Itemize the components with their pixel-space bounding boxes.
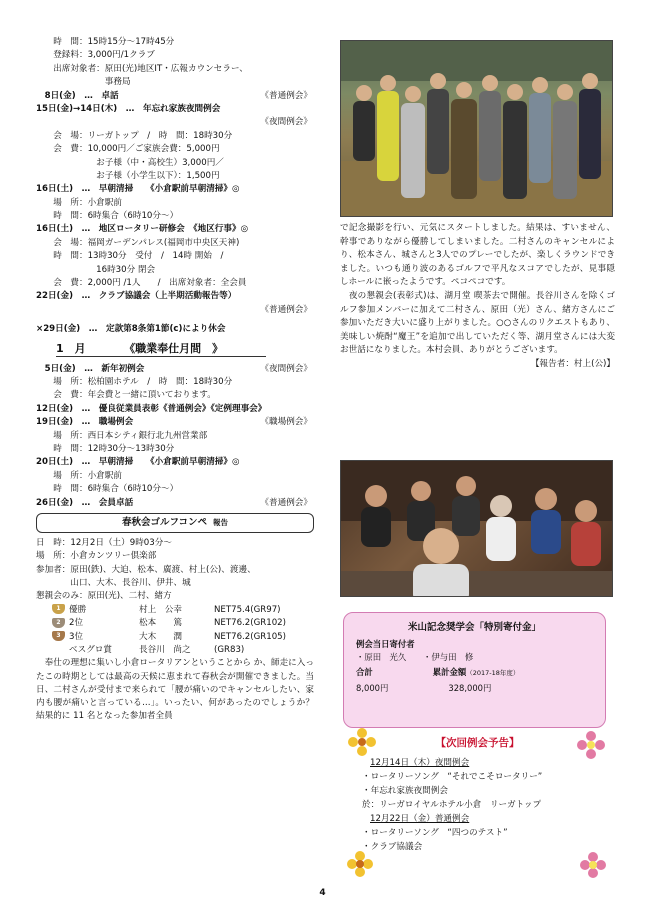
schedule-meeting-type: 《普通例会》	[258, 304, 312, 317]
golf-result-row	[36, 617, 314, 630]
schedule-text: 場 所：小倉駅前	[36, 470, 122, 481]
golf-result-name: 松本 篤	[139, 618, 182, 629]
next-meeting-item: 12月22日（金）普通例会	[370, 814, 470, 824]
schedule-line	[36, 416, 314, 429]
schedule-line	[36, 443, 314, 456]
schedule-text: 16日(土) … 早朝清掃 《小倉駅前早朝清掃》◎	[36, 184, 240, 195]
golf-result-name: 長谷川 尚之	[139, 645, 191, 656]
golf-result-place: ベスグロ賞	[69, 645, 112, 656]
golf-result-score: (GR83)	[214, 645, 245, 656]
schedule-line	[36, 197, 314, 210]
banquet-photo	[340, 460, 613, 597]
schedule-text: 時 間：15時15分～17時45分	[36, 37, 175, 47]
schedule-text: 会 費：2,000円 /1人 / 出席対象者：全会員	[36, 278, 247, 289]
cumulative-label-group	[433, 666, 520, 680]
golf-title: 春秋会ゴルフコンペ	[121, 516, 208, 528]
schedule-text: 5日(金) … 新年初例会	[36, 363, 145, 374]
january-schedule	[36, 363, 314, 510]
schedule-line	[36, 210, 314, 223]
golf-group-photo	[340, 40, 613, 217]
schedule-line	[36, 376, 314, 389]
schedule-line	[36, 304, 314, 317]
schedule-text: 会 費：10,000円／ご家族会費：5,000円	[36, 144, 220, 155]
golf-result-name: 大木 潤	[139, 631, 182, 642]
schedule-line	[36, 264, 314, 277]
schedule-text: 時 間：6時集合（6時10分～）	[36, 211, 179, 222]
schedule-line	[36, 497, 314, 510]
schedule-line	[36, 170, 314, 183]
next-meeting-item: ・ロータリーソング “それでこそロータリー”	[362, 772, 543, 782]
next-meeting-item: ・クラブ協議会	[362, 842, 423, 852]
golf-info-line: 懇親会のみ：原田(光)、二村、緒方	[36, 591, 172, 602]
next-meeting-heading: 【次回例会予告】	[435, 737, 520, 749]
golf-result-row	[36, 631, 314, 644]
cumulative-label: 累計金額	[432, 667, 467, 677]
next-meeting-item: ・年忘れ家族夜間例会	[362, 786, 448, 796]
schedule-line	[36, 483, 314, 496]
golf-result-row	[36, 644, 314, 657]
next-meeting-notice	[340, 736, 615, 854]
golf-result-name: 村上 公幸	[139, 604, 182, 615]
schedule-text: 15日(金)→14日(木) … 年忘れ家族夜間例会	[36, 103, 221, 114]
golf-results	[36, 604, 314, 658]
schedule-line	[36, 250, 314, 263]
golf-result-row	[36, 604, 314, 617]
schedule-text: 19日(金) … 職場例会	[36, 417, 134, 428]
medal-icon: 3	[52, 631, 65, 641]
schedule-text: 20日(土) … 早朝清掃 《小倉駅前早朝清掃》◎	[36, 457, 240, 468]
golf-result-score: NET76.2(GR102)	[214, 618, 286, 629]
golf-result-score: NET76.2(GR105)	[214, 631, 286, 642]
banquet-photo-image	[341, 461, 613, 597]
golf-result-place: 優勝	[69, 604, 87, 615]
schedule-line	[36, 103, 314, 116]
golf-result-place: 2位	[69, 618, 84, 629]
cumulative-amount: 328,000円	[448, 683, 492, 693]
schedule-line	[36, 389, 314, 402]
schedule-line	[36, 143, 314, 156]
schedule-text: 16日(土) … 地区ロータリー研修会 《地区行事》◎	[36, 224, 249, 235]
scholarship-amounts	[356, 682, 593, 695]
schedule-text: 26日(金) … 会員卓話	[36, 497, 134, 508]
golf-result-score: NET75.4(GR97)	[214, 604, 281, 615]
schedule-text: 会 費：年会費と一緒に頂いております。	[36, 390, 216, 401]
scholarship-title: 米山記念奨学会「特別寄付金」	[407, 622, 541, 633]
schedule-text: 22日(金) … クラブ協議会（上半期活動報告等）	[36, 291, 237, 302]
scholarship-subtitle: 例会当日寄付者	[356, 639, 415, 649]
golf-info	[36, 537, 314, 604]
next-meeting-item: 於：リーガロイヤルホテル小倉 リーガトップ	[362, 800, 542, 810]
schedule-line	[36, 76, 314, 89]
schedule-line	[36, 323, 314, 336]
golf-report-body-left: 奉仕の理想に集いし小倉ロータリアンということから か、師走に入ったこの時期としては最高の天候に恵まれて春秋会が開催できました。当日、二村さんが受付まで来られて「腰が痛いのでキャンセルしたい、家内も腰が痛いと言っている…」。いったい、何があったのでしょうか？ 結果的に 11 名となった参加者全員	[36, 658, 323, 722]
golf-group-photo-image	[341, 41, 613, 217]
schedule-meeting-type: 《夜間例会》	[258, 116, 312, 129]
schedule-line	[36, 456, 314, 469]
flower-icon-bottom-right	[578, 850, 608, 880]
golf-report-title	[36, 513, 314, 533]
schedule-meeting-type: 《普通例会》	[258, 90, 312, 103]
schedule-text: 会 場：福岡ガーデンパレス(福岡市中央区天神)	[36, 237, 240, 248]
next-meeting-item: ・ロータリーソング “四つのテスト”	[362, 828, 508, 838]
golf-report-body-right-2: 夜の懇親会(表彰式)は、湖月堂 喫茶去で開催。長谷川さんを除くゴルフ参加メンバーに加えて二村さん、原田（光）さん、緒方さんにご参加いただき大いに盛り上がりました。○○さんのリクエストもあり、美味しい焼酎“魔王”を追加で出していただく等、湖月堂さんには大変お世話になりました。本村会員、ありがとうございます。	[340, 290, 615, 356]
schedule-line	[36, 36, 314, 49]
page-number: 4	[319, 888, 326, 898]
schedule-meeting-type: 《職場例会》	[258, 416, 312, 429]
golf-info-line: 日 時：12月2日（土）9時03分～	[36, 537, 172, 548]
scholarship-donors: ・原田 光久 ・伊与田 修	[356, 652, 474, 662]
schedule-meeting-type: 《夜間例会》	[258, 363, 312, 376]
schedule-line	[36, 183, 314, 196]
next-meeting-list	[340, 756, 615, 854]
golf-title-suffix: 報告	[213, 517, 229, 527]
schedule-line	[36, 116, 314, 129]
golf-result-place: 3位	[69, 631, 84, 642]
schedule-text: 登録料：3,000円/1クラブ	[36, 50, 155, 61]
schedule-line	[36, 130, 314, 143]
schedule-text: 時 間：12時30分～13時30分	[36, 443, 175, 454]
schedule-line	[36, 223, 314, 236]
schedule-text: お子様（中・高校生）3,000円／	[36, 157, 224, 168]
schedule-line	[36, 290, 314, 303]
golf-info-line: 参加者：原田(鉄)、大迫、松本、廣渡、村上(公)、渡邊、	[36, 564, 256, 575]
schedule-text: 場 所：松柏園ホテル / 時 間：18時30分	[36, 376, 233, 387]
schedule-line	[36, 277, 314, 290]
schedule-text: 時 間：6時集合（6時10分～）	[36, 484, 179, 495]
golf-report-body-right	[340, 222, 615, 372]
medal-icon: 2	[52, 618, 65, 628]
golf-info-line: 山口、大木、長谷川、伊井、城	[36, 578, 191, 589]
schedule-text: 場 所：西日本シティ銀行北九州営業部	[36, 430, 208, 441]
scholarship-donation-box	[343, 612, 606, 728]
schedule-text: 8日(金) … 卓話	[36, 90, 119, 101]
schedule-text: 場 所：小倉駅前	[36, 197, 122, 208]
schedule-text: お子様（小学生以下）：1,500円	[36, 170, 220, 181]
schedule-text: 出席対象者：原田(光)地区IT・広報カウンセラー、	[36, 63, 248, 74]
january-heading: 1 月 《職業奉仕月間 》	[56, 340, 266, 357]
schedule-line	[36, 157, 314, 170]
schedule-line	[36, 237, 314, 250]
schedule-meeting-type: 《普通例会》	[258, 497, 312, 510]
scholarship-labels	[356, 666, 593, 680]
schedule-line	[36, 90, 314, 103]
schedule-line	[36, 470, 314, 483]
golf-report-body-right-1: で記念撮影を行い、元気にスタートしました。結果は、すいません、幹事でありながら優勝してしまいました。二村さんのキャンセルにより、松本さん、城さんと3人でのプレーでしたが、楽しくラウンドできました。いつも通り波のあるゴルフで平凡なスコアでしたが、見事隠しホールに嵌ったようです。ペコペコです。	[340, 223, 615, 288]
schedule-text: ×29日(金) … 定款第8条第1節(c)により休会	[36, 324, 226, 335]
schedule-line	[36, 49, 314, 62]
medal-icon: 1	[52, 604, 65, 614]
golf-info-line: 場 所：小倉カンツリー倶楽部	[36, 551, 157, 562]
cumulative-year: （2017-18年度）	[466, 669, 520, 677]
schedule-text: 会 場：リーガトップ / 時 間：18時30分	[36, 130, 233, 141]
total-amount: 8,000円	[356, 683, 389, 693]
schedule-text: 16時30分 閉会	[36, 264, 156, 275]
schedule-line	[36, 430, 314, 443]
schedule-text: 12日(金) … 優良従業員表彰《普通例会》《定例理事会》	[36, 403, 267, 414]
next-meeting-item: 12月14日（木）夜間例会	[370, 758, 470, 768]
schedule-text: 事務局	[36, 77, 131, 88]
schedule-text: 時 間：13時30分 受付 / 14時 開始 /	[36, 251, 224, 262]
left-column	[36, 36, 323, 723]
total-label: 合計	[356, 667, 373, 677]
schedule-line	[36, 363, 314, 376]
december-schedule	[36, 36, 314, 337]
schedule-line	[36, 403, 314, 416]
schedule-line	[36, 63, 314, 76]
golf-reporter: 【報告者：村上(公)】	[530, 358, 615, 369]
